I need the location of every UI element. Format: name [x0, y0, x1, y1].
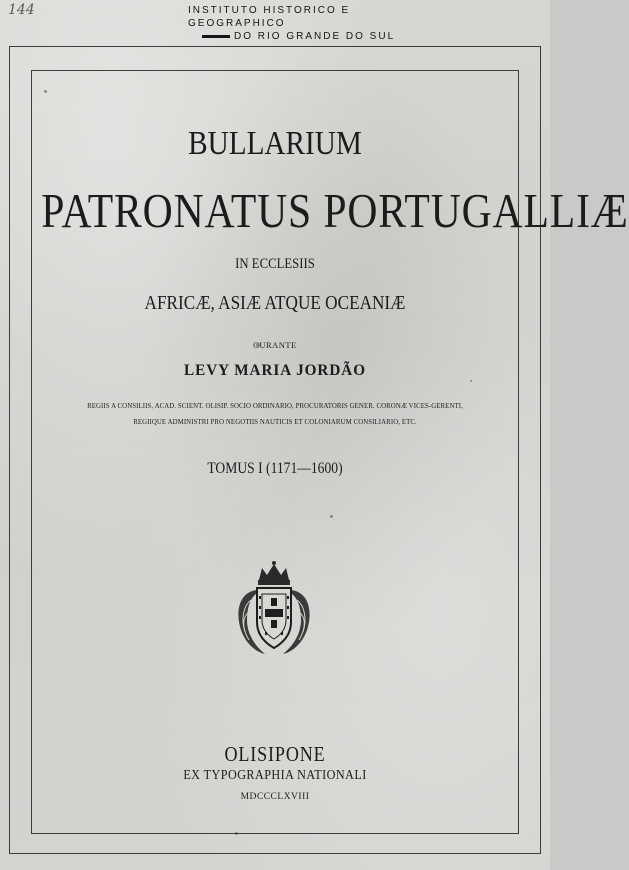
handwritten-shelf-mark: 144	[8, 2, 35, 18]
author-credentials-line1: REGIIS A CONSILIIS, ACAD. SCIENT. OLISIP. SOCIO ORDINARIO, PROCURATORIS GENER. CORONÆ VICES-GERENTI,	[87, 401, 463, 410]
library-stamp-line2: DO RIO GRANDE DO SUL	[234, 31, 396, 42]
title-patronatus: PATRONATUS PORTUGALLIÆ	[41, 183, 629, 238]
imprint-city: OLISIPONE	[224, 742, 326, 766]
paper-speck	[44, 90, 47, 93]
paper-speck	[235, 832, 238, 835]
author-name: LEVY MARIA JORDÃO	[184, 362, 366, 379]
paper-speck	[330, 515, 333, 518]
paper-speck	[470, 380, 472, 382]
title-regions: AFRICÆ, ASIÆ ATQUE OCEANIÆ	[144, 292, 406, 314]
library-stamp-line1: INSTITUTO HISTORICO E GEOGRAPHICO	[188, 5, 351, 29]
stamp-rule	[202, 35, 230, 38]
curante-label: CURANTE	[253, 340, 297, 350]
library-stamp	[188, 4, 448, 43]
paper-speck	[256, 343, 260, 347]
royal-coat-of-arms-icon	[229, 560, 319, 660]
imprint-year: MDCCCLXVIII	[240, 792, 310, 802]
library-stamp-line2-wrap	[188, 30, 448, 43]
imprint-printer: EX TYPOGRAPHIA NATIONALI	[183, 767, 367, 782]
author-credentials-line2: REGIIQUE ADMINISTRI PRO NEGOTIIS NAUTICIS ET COLONIARUM CONSILIARIO, ETC.	[133, 417, 417, 426]
volume-label: TOMUS I (1171—1600)	[207, 460, 343, 477]
title-bullarium: BULLARIUM	[188, 125, 362, 162]
title-in-ecclesiis: IN ECCLESIIS	[235, 256, 315, 272]
